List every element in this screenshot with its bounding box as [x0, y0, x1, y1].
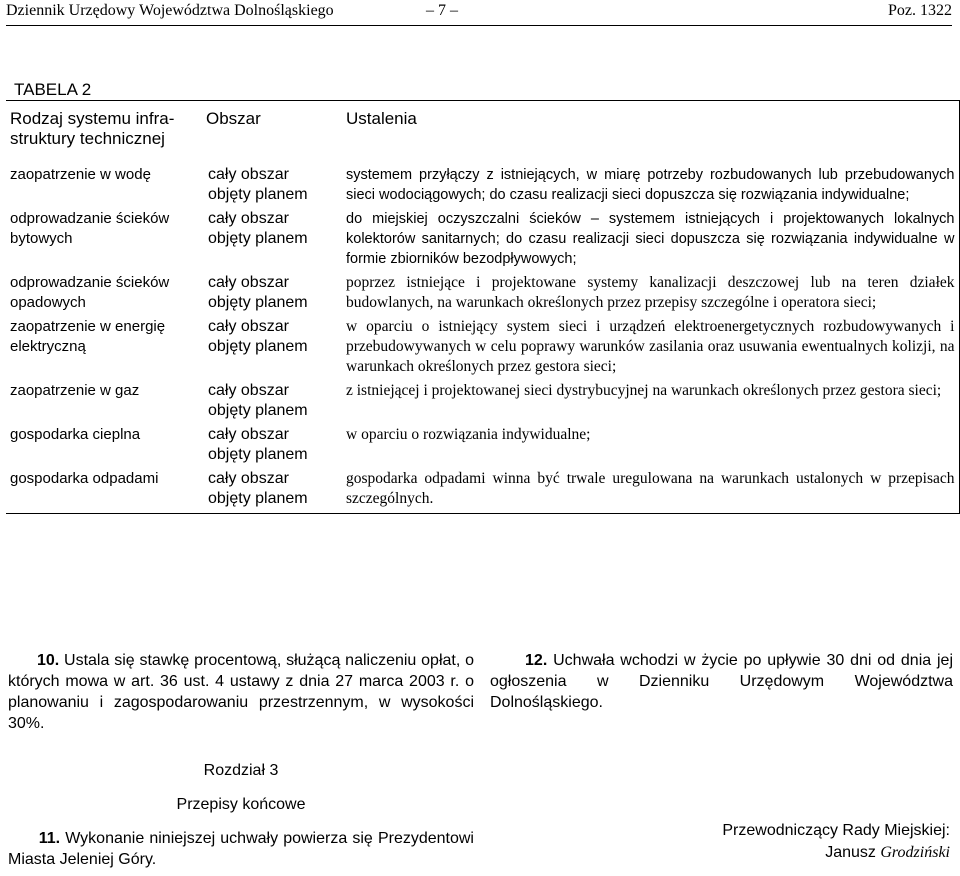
area-cell: cały obszar objęty planem — [208, 426, 308, 463]
rules-cell: z istniejącej i projektowanej sieci dystrybucyjnej na warunkach określonych przez gestora sieci; — [346, 382, 942, 399]
rules-cell: w oparciu o istniejący system sieci i urządzeń elektroenergetycznych rozbudowywanych i przebudowywanych w celu poprawy warunków zasilania oraz usuwania ewentualnych kolizji, na warunkach określonych przez gestora sieci; — [346, 318, 955, 375]
paragraph-10 — [8, 650, 474, 734]
rules-cell: poprzez istniejące i projektowane systemy kanalizacji deszczowej lub na teren działek budowlanych, na warunkach określonych przez przepisy szczególne i operatora sieci; — [346, 274, 955, 311]
paragraph-number: 12. — [525, 652, 548, 669]
page-header — [6, 0, 952, 24]
paragraph-number: 11. — [38, 830, 61, 847]
area-cell: cały obszar objęty planem — [208, 470, 308, 507]
rules-cell: systemem przyłączy z istniejących, w miarę potrzeby rozbudowanych lub przebudowanych sieci wodociągowych; do czasu realizacji sieci dopuszcza się rozwiązania indywidualne; — [346, 167, 955, 203]
table-row — [6, 317, 959, 381]
system-cell: odprowadzanie ścieków opadowych — [10, 274, 170, 311]
table-row — [6, 469, 959, 514]
table-row — [6, 273, 959, 317]
table-row — [6, 165, 959, 209]
position-number: Poz. 1322 — [888, 2, 952, 19]
paragraph-text: Ustala się stawkę procentową, służącą naliczeniu opłat, o których mowa w art. 36 ust. 4 ustawy z dnia 27 marca 2003 r. o planowaniu i zagospodarowaniu przestrzennym, w wysokości 30%. — [8, 652, 475, 732]
table-header-row — [6, 101, 959, 166]
chapter-number: Rozdział 3 — [203, 762, 279, 779]
paragraph-number: 10. — [36, 652, 60, 669]
header-area: Obszar — [206, 109, 261, 128]
signature-title: Przewodniczący Rady Miejskiej: — [722, 822, 950, 839]
header-rules: Ustalenia — [346, 109, 417, 128]
table-title: TABELA 2 — [14, 80, 92, 99]
chapter-title: Przepisy końcowe — [176, 796, 306, 813]
page-number: – 7 – — [426, 2, 458, 19]
signature-name: Janusz Grodziński — [825, 844, 950, 861]
system-cell: gospodarka cieplna — [10, 426, 141, 443]
area-cell: cały obszar objęty planem — [208, 166, 308, 203]
header-system: Rodzaj systemu infra- struktury technicznej — [10, 109, 175, 148]
header-divider — [6, 25, 952, 26]
rules-cell: gospodarka odpadami winna być trwale uregulowana na warunkach ustalonych w przepisach szczególnych. — [346, 470, 955, 507]
area-cell: cały obszar objęty planem — [208, 382, 308, 419]
table-row — [6, 209, 959, 273]
area-cell: cały obszar objęty planem — [208, 210, 308, 247]
area-cell: cały obszar objęty planem — [208, 318, 308, 355]
table-row — [6, 381, 959, 425]
paragraph-11 — [8, 828, 474, 870]
system-cell: odprowadzanie ścieków bytowych — [10, 210, 170, 247]
paragraph-text: Wykonanie niniejszej uchwały powierza się Prezydentowi Miasta Jeleniej Góry. — [8, 830, 474, 868]
area-cell: cały obszar objęty planem — [208, 274, 308, 311]
infrastructure-table — [6, 100, 960, 514]
table-row — [6, 425, 959, 469]
system-cell: zaopatrzenie w wodę — [10, 166, 151, 183]
paragraph-12 — [490, 650, 953, 713]
system-cell: gospodarka odpadami — [10, 470, 159, 487]
journal-title: Dziennik Urzędowy Województwa Dolnośląskiego — [6, 2, 334, 19]
paragraph-text: Uchwała wchodzi w życie po upływie 30 dni od dnia jej ogłoszenia w Dzienniku Urzędowym Województwa Dolnośląskiego. — [490, 652, 953, 711]
rules-cell: w oparciu o rozwiązania indywidualne; — [346, 426, 591, 443]
rules-cell: do miejskiej oczyszczalni ścieków – systemem istniejących i projektowanych lokalnych kolektorów sanitarnych; do czasu realizacji sieci dopuszcza się rozwiązania indywidualne w formie zbiorników bezodpływowych; — [346, 211, 955, 267]
system-cell: zaopatrzenie w gaz — [10, 382, 140, 399]
signature-block — [722, 820, 950, 864]
system-cell: zaopatrzenie w energię elektryczną — [10, 318, 166, 355]
